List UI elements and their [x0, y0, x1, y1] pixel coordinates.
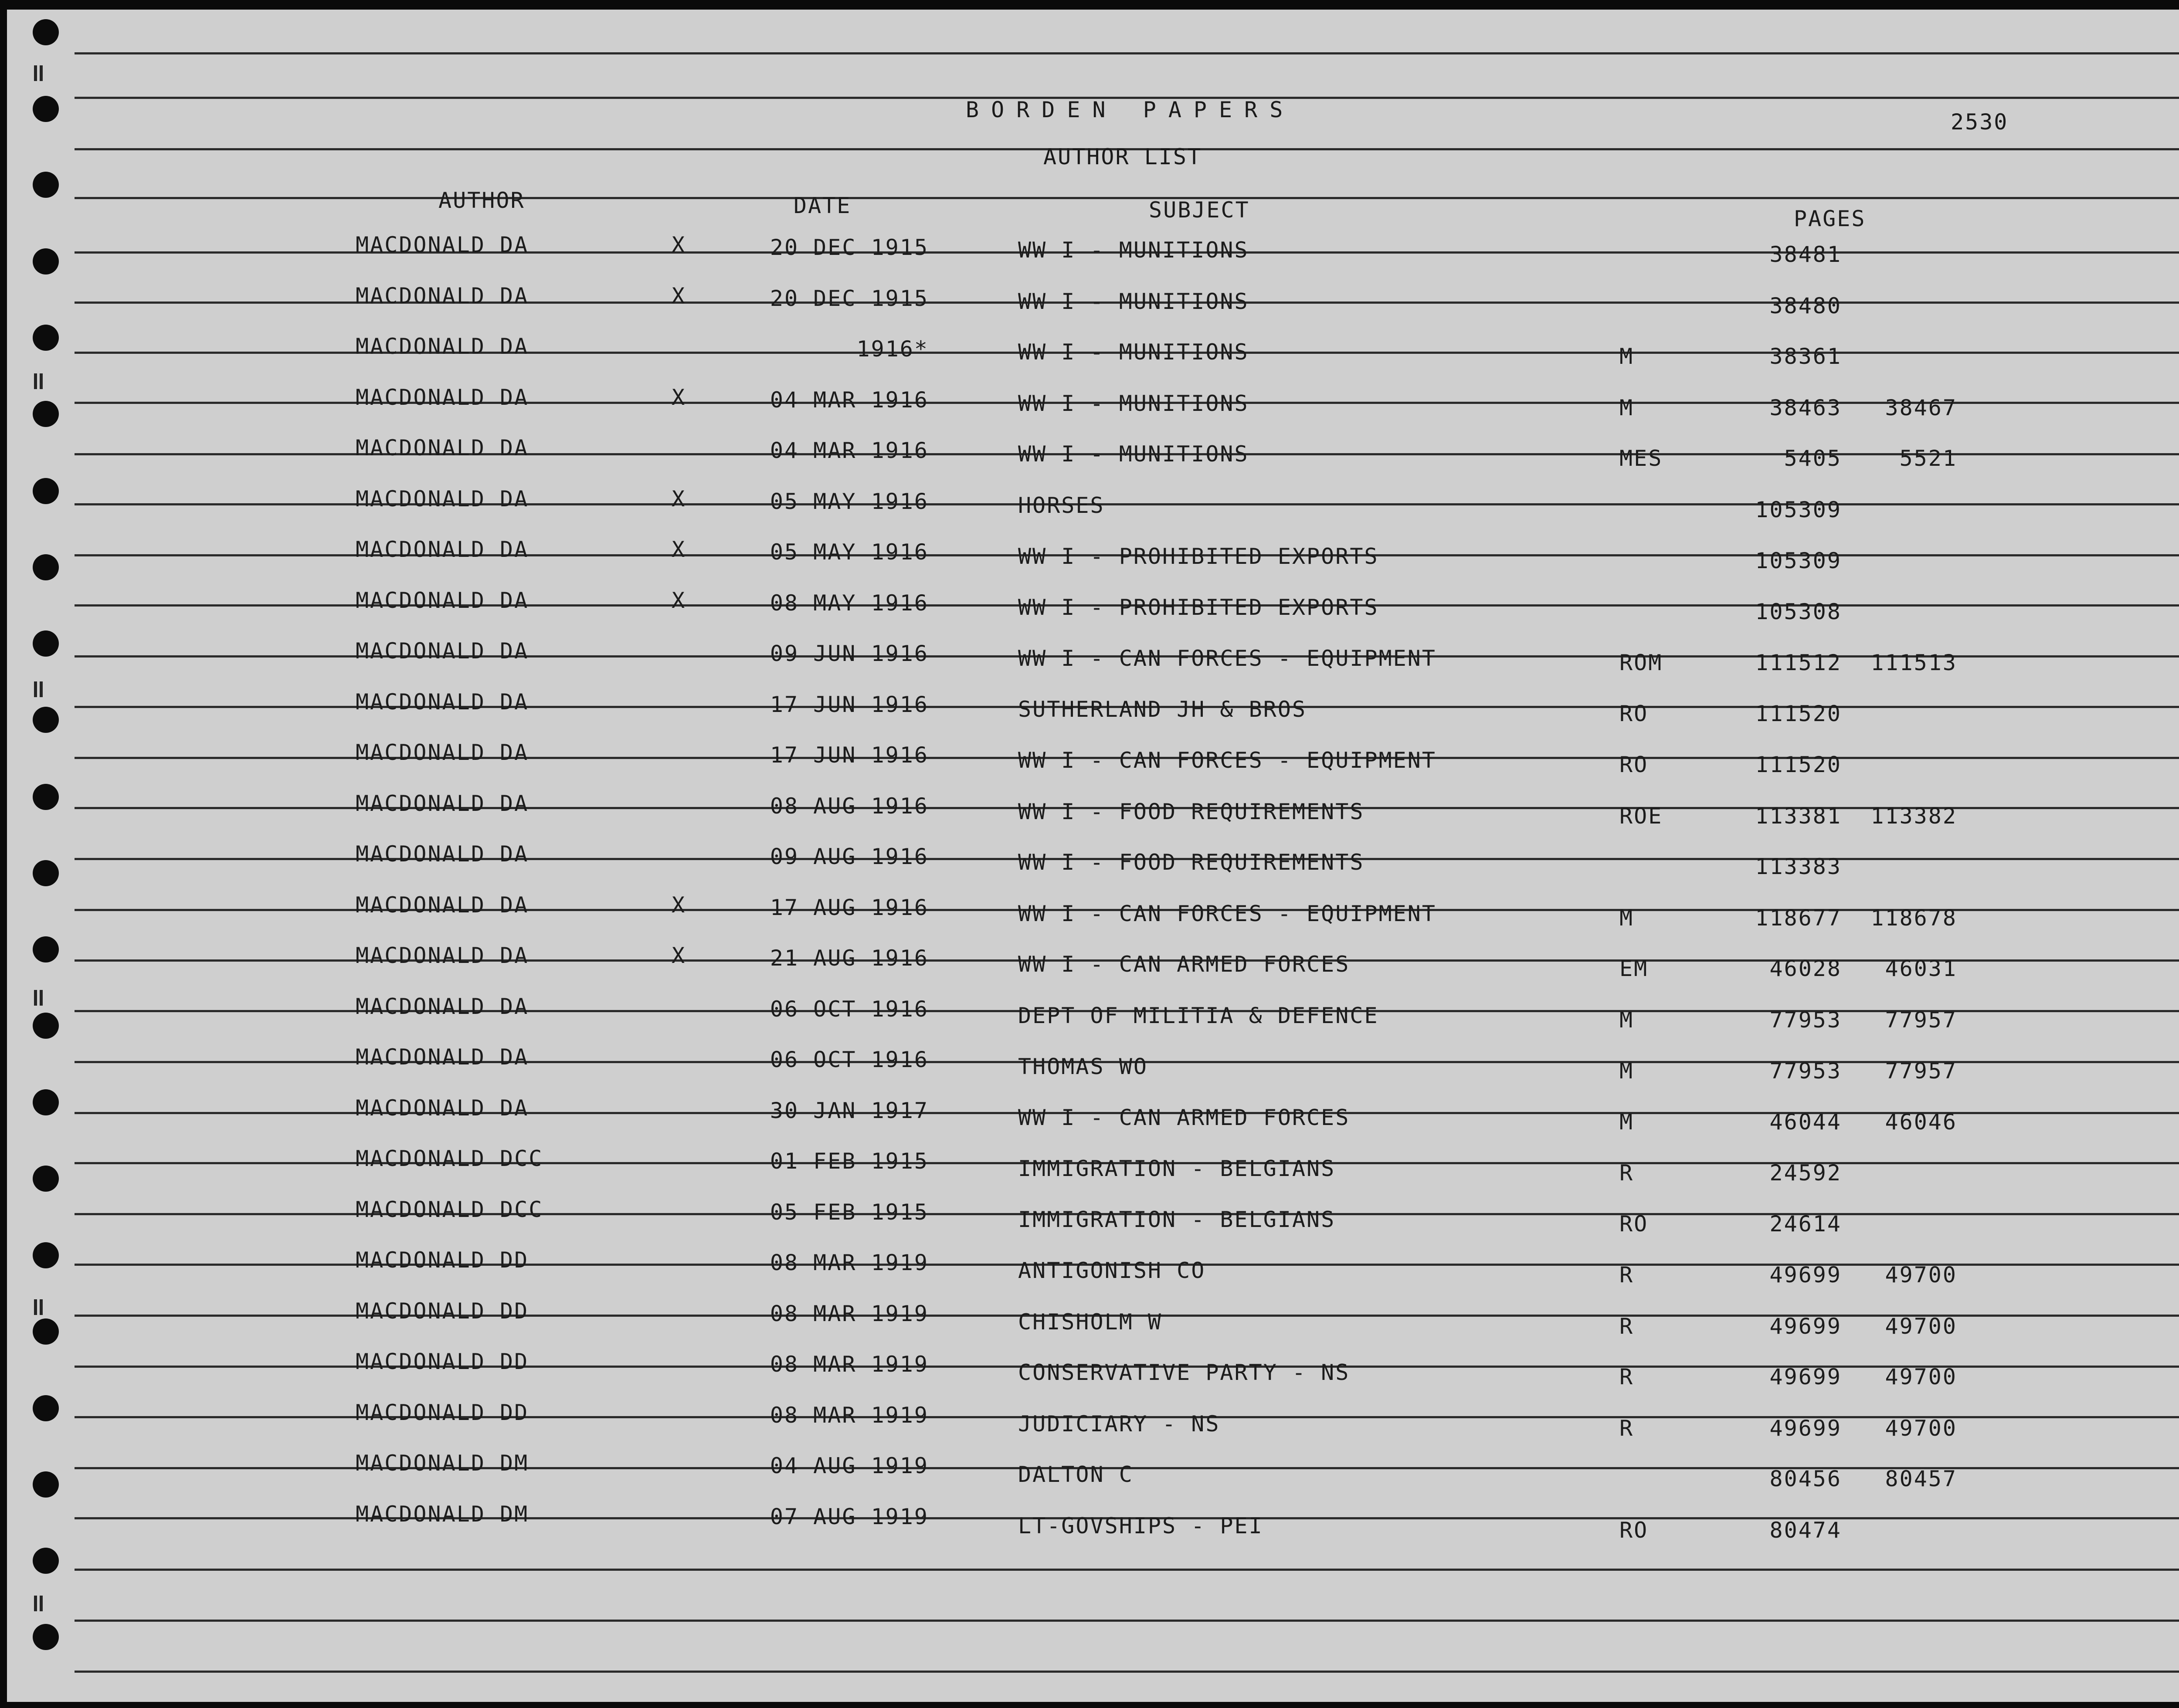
cell-subject: WW I - CAN FORCES - EQUIPMENT [1018, 901, 1436, 926]
cell-subject: WW I - MUNITIONS [1018, 339, 1249, 365]
cell-author: MACDONALD DA [356, 1044, 529, 1070]
cell-date: 08 AUG 1916 [770, 793, 929, 819]
cell-page-start: 77953 [1769, 1058, 1842, 1084]
cell-page-end: 46031 [1885, 956, 1957, 981]
cell-subject: WW I - PROHIBITED EXPORTS [1018, 544, 1379, 569]
cell-date: 04 MAR 1916 [770, 387, 929, 413]
cell-code: R [1619, 1416, 1634, 1441]
cell-flag: X [672, 486, 686, 512]
cell-page-start: 118677 [1755, 905, 1842, 931]
cell-subject: WW I - CAN FORCES - EQUIPMENT [1018, 748, 1436, 773]
cell-page-end: 49700 [1885, 1364, 1957, 1389]
table-row [7, 739, 2179, 777]
cell-date: 05 FEB 1915 [770, 1200, 929, 1225]
cell-author: MACDONALD DA [356, 994, 529, 1019]
cell-subject: WW I - PROHIBITED EXPORTS [1018, 595, 1379, 620]
cell-date: 08 MAY 1916 [770, 590, 929, 616]
ruled-line [75, 52, 2179, 54]
margin-mark [34, 65, 45, 81]
cell-page-start: 46028 [1769, 956, 1842, 981]
cell-date: 07 AUG 1919 [770, 1504, 929, 1529]
table-row [7, 638, 2179, 675]
cell-date: 1916* [856, 336, 929, 362]
cell-page-start: 49699 [1769, 1314, 1842, 1339]
cell-page-end: 49700 [1885, 1416, 1957, 1441]
cell-date: 05 MAY 1916 [770, 539, 929, 565]
table-row [7, 333, 2179, 369]
cell-date: 09 JUN 1916 [770, 641, 929, 666]
cell-page-start: 111512 [1755, 650, 1842, 675]
cell-author: MACDONALD DA [356, 943, 529, 968]
document-title: BORDEN PAPERS [966, 97, 1295, 122]
cell-page-start: 111520 [1755, 752, 1842, 777]
cell-code: R [1619, 1262, 1634, 1288]
cell-subject: DEPT OF MILITIA & DEFENCE [1018, 1003, 1379, 1028]
cell-page-start: 113383 [1755, 854, 1842, 879]
cell-date: 08 MAR 1919 [770, 1250, 929, 1275]
table-row [7, 1501, 2179, 1543]
cell-author: MACDONALD DA [356, 334, 529, 359]
cell-code: RO [1619, 701, 1649, 726]
sheet-number: 2530 [1951, 109, 2009, 135]
cell-flag: X [672, 283, 686, 308]
cell-page-start: 77953 [1769, 1007, 1842, 1033]
cell-author: MACDONALD DA [356, 232, 529, 258]
cell-code: M [1619, 1007, 1634, 1033]
table-row [7, 587, 2179, 624]
table-row [7, 384, 2179, 420]
cell-code: R [1619, 1160, 1634, 1186]
cell-author: MACDONALD DA [356, 385, 529, 410]
cell-code: EM [1619, 956, 1649, 981]
cell-date: 06 OCT 1916 [770, 996, 929, 1022]
cell-subject: HORSES [1018, 493, 1105, 518]
cell-code: RO [1619, 1211, 1649, 1237]
cell-author: MACDONALD DM [356, 1501, 529, 1527]
feed-hole [33, 1548, 59, 1574]
cell-page-start: 24592 [1769, 1160, 1842, 1186]
table-row [7, 689, 2179, 726]
table-row [7, 1349, 2179, 1389]
cell-page-start: 24614 [1769, 1211, 1842, 1237]
cell-flag: X [672, 943, 686, 968]
cell-author: MACDONALD DM [356, 1450, 529, 1476]
cell-date: 01 FEB 1915 [770, 1149, 929, 1174]
table-row [7, 1196, 2179, 1237]
cell-page-start: 113381 [1755, 803, 1842, 829]
cell-page-start: 105309 [1755, 497, 1842, 522]
column-header-pages: PAGES [1794, 206, 1866, 231]
cell-subject: WW I - FOOD REQUIREMENTS [1018, 850, 1364, 875]
cell-date: 06 OCT 1916 [770, 1047, 929, 1072]
feed-hole [33, 19, 59, 45]
cell-date: 17 AUG 1916 [770, 895, 929, 920]
cell-page-start: 105309 [1755, 548, 1842, 573]
cell-page-end: 77957 [1885, 1007, 1957, 1033]
ruled-line [75, 1620, 2179, 1622]
cell-author: MACDONALD DA [356, 1095, 529, 1121]
cell-page-start: 38361 [1769, 344, 1842, 369]
cell-date: 08 MAR 1919 [770, 1403, 929, 1428]
cell-author: MACDONALD DD [356, 1298, 529, 1324]
cell-subject: DALTON C [1018, 1462, 1134, 1487]
cell-subject: JUDICIARY - NS [1018, 1411, 1220, 1437]
cell-date: 04 MAR 1916 [770, 438, 929, 463]
table-row [7, 841, 2179, 879]
cell-author: MACDONALD DD [356, 1400, 529, 1425]
cell-page-start: 38463 [1769, 395, 1842, 420]
cell-page-start: 49699 [1769, 1364, 1842, 1389]
cell-page-end: 80457 [1885, 1466, 1957, 1491]
cell-author: MACDONALD DA [356, 638, 529, 664]
cell-date: 20 DEC 1915 [770, 286, 929, 311]
cell-subject: WW I - FOOD REQUIREMENTS [1018, 799, 1364, 824]
cell-author: MACDONALD DD [356, 1349, 529, 1374]
cell-date: 20 DEC 1915 [770, 235, 929, 260]
feed-hole [33, 1624, 59, 1650]
cell-page-end: 118678 [1870, 905, 1957, 931]
cell-page-start: 80456 [1769, 1466, 1842, 1491]
cell-author: MACDONALD DA [356, 537, 529, 562]
cell-code: RO [1619, 1518, 1649, 1543]
cell-page-start: 111520 [1755, 701, 1842, 726]
cell-author: MACDONALD DA [356, 283, 529, 308]
margin-mark [34, 1596, 45, 1611]
cell-page-end: 5521 [1899, 446, 1957, 471]
cell-subject: SUTHERLAND JH & BROS [1018, 697, 1307, 722]
cell-subject: CHISHOLM W [1018, 1309, 1163, 1335]
feed-hole [33, 96, 59, 122]
cell-author: MACDONALD DA [356, 841, 529, 867]
table-row [7, 1044, 2179, 1084]
cell-code: M [1619, 1058, 1634, 1084]
cell-page-start: 46044 [1769, 1109, 1842, 1135]
cell-author: MACDONALD DA [356, 689, 529, 715]
cell-code: M [1619, 395, 1634, 420]
cell-subject: WW I - CAN ARMED FORCES [1018, 952, 1350, 977]
table-row [7, 1095, 2179, 1135]
cell-subject: LT-GOVSHIPS - PEI [1018, 1513, 1263, 1539]
cell-code: M [1619, 1109, 1634, 1135]
cell-subject: WW I - CAN ARMED FORCES [1018, 1105, 1350, 1130]
cell-subject: IMMIGRATION - BELGIANS [1018, 1207, 1336, 1232]
cell-code: ROE [1619, 803, 1663, 829]
cell-page-start: 80474 [1769, 1518, 1842, 1543]
column-header-date: DATE [794, 193, 852, 218]
cell-code: R [1619, 1314, 1634, 1339]
table-row [7, 1145, 2179, 1186]
cell-code: MES [1619, 446, 1663, 471]
cell-author: MACDONALD DA [356, 740, 529, 765]
cell-date: 17 JUN 1916 [770, 742, 929, 768]
cell-page-start: 49699 [1769, 1416, 1842, 1441]
cell-author: MACDONALD DCC [356, 1197, 543, 1222]
cell-date: 04 AUG 1919 [770, 1453, 929, 1478]
cell-author: MACDONALD DA [356, 791, 529, 816]
table-row [7, 1247, 2179, 1288]
table-row [7, 1298, 2179, 1339]
cell-code: R [1619, 1364, 1634, 1389]
cell-author: MACDONALD DA [356, 486, 529, 512]
cell-flag: X [672, 232, 686, 258]
cell-author: MACDONALD DCC [356, 1146, 543, 1171]
table-row [7, 993, 2179, 1033]
table-row [7, 790, 2179, 829]
cell-page-end: 46046 [1885, 1109, 1957, 1135]
cell-subject: WW I - MUNITIONS [1018, 289, 1249, 314]
cell-author: MACDONALD DD [356, 1247, 529, 1273]
cell-date: 21 AUG 1916 [770, 946, 929, 971]
table-row [7, 486, 2179, 522]
cell-page-start: 105308 [1755, 599, 1842, 624]
table-row [7, 536, 2179, 573]
paper-sheet [7, 10, 2179, 1702]
column-header-author: AUTHOR [438, 188, 525, 213]
cell-page-start: 38480 [1769, 293, 1842, 319]
cell-page-end: 38467 [1885, 395, 1957, 420]
cell-page-end: 113382 [1870, 803, 1957, 829]
cell-page-start: 38481 [1769, 242, 1842, 267]
table-row [7, 942, 2179, 981]
cell-date: 05 MAY 1916 [770, 489, 929, 514]
feed-hole [33, 172, 59, 198]
cell-date: 17 JUN 1916 [770, 692, 929, 717]
ruled-line [75, 1671, 2179, 1673]
cell-flag: X [672, 537, 686, 562]
ruled-line [75, 1569, 2179, 1571]
cell-code: M [1619, 905, 1634, 931]
document-subtitle: AUTHOR LIST [1043, 144, 1202, 169]
cell-date: 08 MAR 1919 [770, 1301, 929, 1326]
table-row [7, 435, 2179, 471]
cell-author: MACDONALD DA [356, 892, 529, 918]
cell-code: M [1619, 344, 1634, 369]
cell-code: RO [1619, 752, 1649, 777]
table-row [7, 1450, 2179, 1491]
table-row [7, 1400, 2179, 1441]
cell-subject: WW I - MUNITIONS [1018, 391, 1249, 416]
cell-date: 30 JAN 1917 [770, 1098, 929, 1123]
cell-page-end: 111513 [1870, 650, 1957, 675]
cell-code: ROM [1619, 650, 1663, 675]
cell-flag: X [672, 588, 686, 613]
cell-subject: THOMAS WO [1018, 1054, 1148, 1079]
cell-page-end: 49700 [1885, 1314, 1957, 1339]
cell-date: 08 MAR 1919 [770, 1352, 929, 1377]
cell-subject: ANTIGONISH CO [1018, 1258, 1206, 1283]
column-header-subject: SUBJECT [1149, 197, 1250, 223]
cell-subject: WW I - MUNITIONS [1018, 441, 1249, 467]
cell-page-start: 5405 [1784, 446, 1842, 471]
table-row [7, 283, 2179, 319]
cell-subject: IMMIGRATION - BELGIANS [1018, 1156, 1336, 1181]
cell-subject: CONSERVATIVE PARTY - NS [1018, 1360, 1350, 1385]
cell-page-start: 49699 [1769, 1262, 1842, 1288]
cell-flag: X [672, 892, 686, 918]
ruled-line [75, 197, 2179, 199]
cell-author: MACDONALD DA [356, 588, 529, 613]
cell-page-end: 77957 [1885, 1058, 1957, 1084]
cell-subject: WW I - MUNITIONS [1018, 237, 1249, 263]
cell-flag: X [672, 385, 686, 410]
cell-date: 09 AUG 1916 [770, 844, 929, 869]
cell-subject: WW I - CAN FORCES - EQUIPMENT [1018, 646, 1436, 671]
cell-author: MACDONALD DA [356, 435, 529, 461]
table-row [7, 892, 2179, 931]
cell-page-end: 49700 [1885, 1262, 1957, 1288]
table-row [7, 232, 2179, 267]
